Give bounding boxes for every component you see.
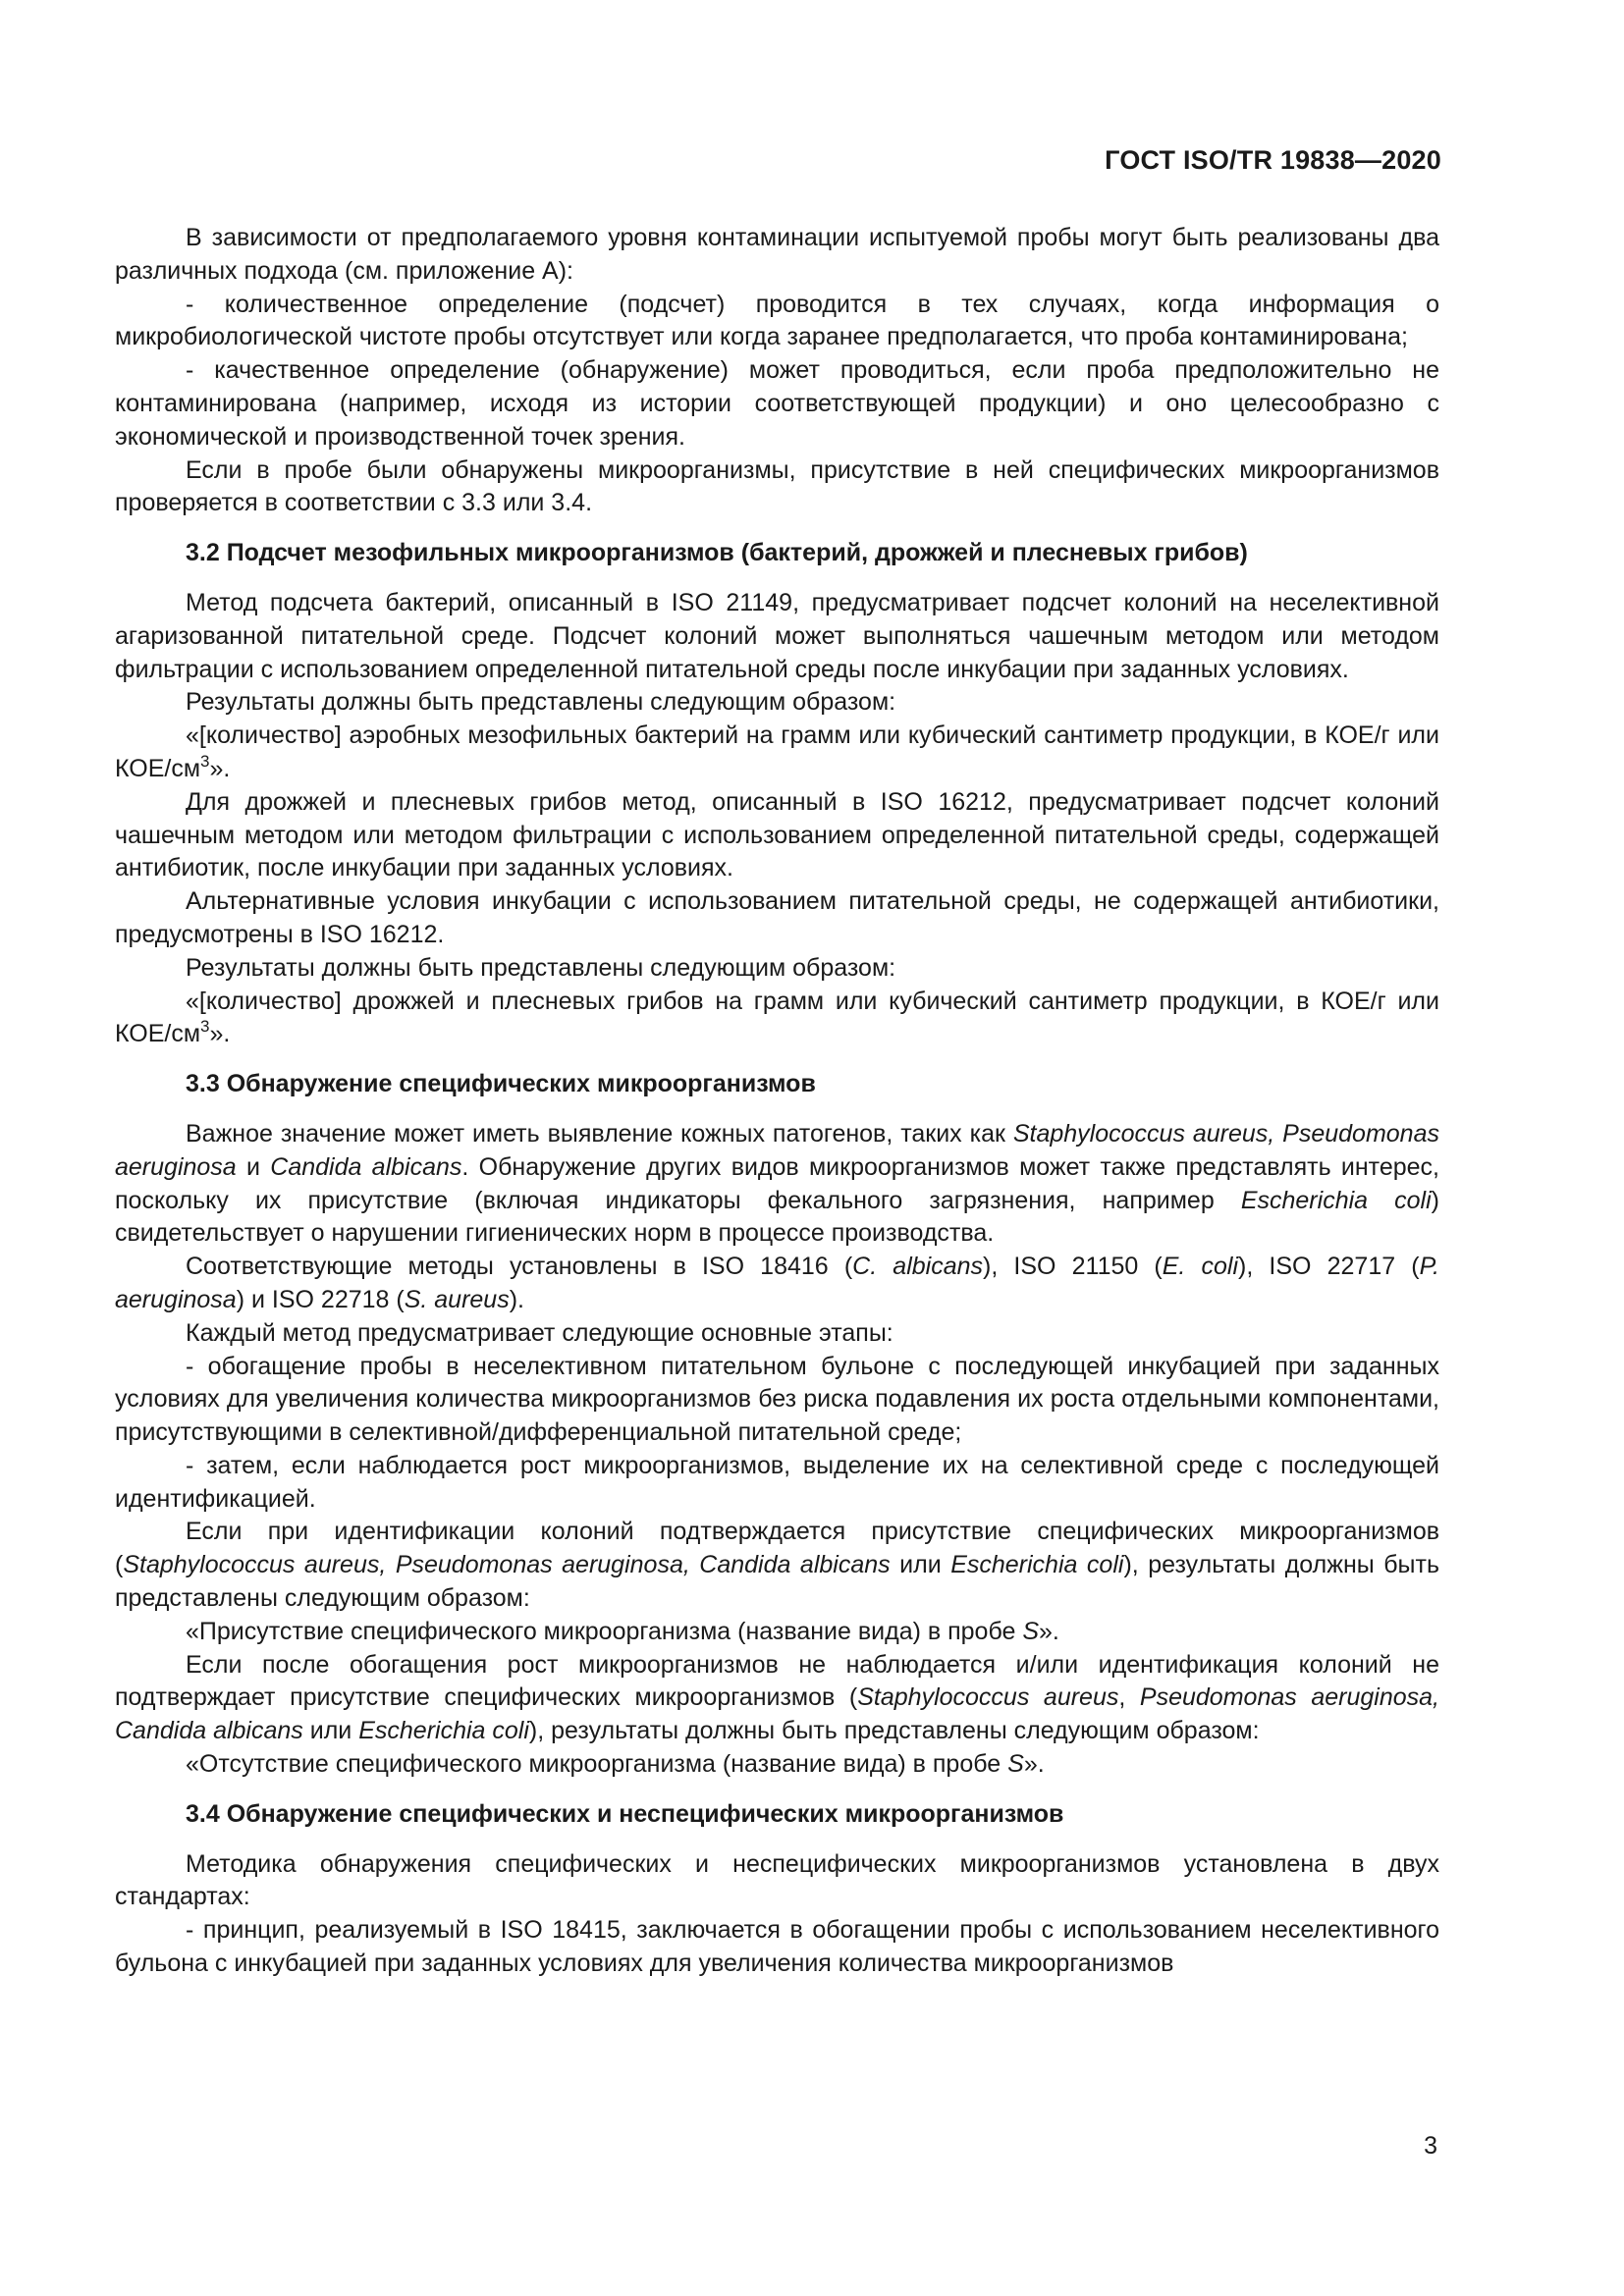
paragraph: Если в пробе были обнаружены микроорганизмы, присутствие в ней специфических микроорганизмов проверяется в соответствии с 3.3 или 3.4. (115, 455, 1439, 517)
paragraph: «Отсутствие специфического микроорганизма (название вида) в пробе S». (186, 1750, 1045, 1779)
paragraph: Если при идентификации колоний подтверждается присутствие специфических микроорганизмов (Staphylococcus aureus, Pseudomonas aeruginosa, Candida albicans или Escherichia coli), результаты должны быть представлены следующим образом: (115, 1518, 1439, 1613)
paragraph: Если после обогащения рост микроорганизмов не наблюдается и/или идентификация колоний не подтверждает присутствие специфических микроорганизмов (Staphylococcus aureus, Pseudomonas aeruginosa, Candida albicans или Escherichia coli), результаты должны быть представлены следующим образом: (115, 1650, 1439, 1745)
paragraph: - обогащение пробы в неселективном питательном бульоне с последующей инкубацией при заданных условиях для увеличения количества микроорганизмов без риска подавления их роста отдельными компонентами, присутствующими в селективной/дифференциальной питательной среде; (115, 1352, 1439, 1447)
paragraph: Методика обнаружения специфических и неспецифических микроорганизмов установлена в двух стандартах: (115, 1849, 1439, 1911)
document-body (115, 222, 1439, 1981)
paragraph: Важное значение может иметь выявление кожных патогенов, таких как Staphylococcus aureus, Pseudomonas aeruginosa и Candida albicans. Обнаружение других видов микроорганизмов может также представлять интерес, поскольку их присутствие (включая индикаторы фекального загрязнения, например Escherichia coli) свидетельствует о нарушении гигиенических норм в процессе производства. (115, 1119, 1439, 1248)
paragraph: Каждый метод предусматривает следующие основные этапы: (186, 1318, 893, 1347)
section-heading-3-4: 3.4 Обнаружение специфических и неспецифических микроорганизмов (186, 1799, 1064, 1828)
section-heading-3-3: 3.3 Обнаружение специфических микроорганизмов (186, 1070, 816, 1098)
paragraph: В зависимости от предполагаемого уровня контаминации испытуемой пробы могут быть реализованы два различных подхода (см. приложение А): (115, 224, 1439, 285)
paragraph: Результаты должны быть представлены следующим образом: (186, 953, 896, 982)
paragraph: Альтернативные условия инкубации с использованием питательной среды, не содержащей антибиотики, предусмотрены в ISO 16212. (115, 887, 1439, 948)
paragraph: «[количество] аэробных мезофильных бактерий на грамм или кубический сантиметр продукции, в КОЕ/г или КОЕ/$см^3$». (115, 721, 1439, 782)
page-number: 3 (1424, 2132, 1437, 2160)
paragraph: - затем, если наблюдается рост микроорганизмов, выделение их на селективной среде с последующей идентификацией. (115, 1451, 1439, 1513)
paragraph: - количественное определение (подсчет) проводится в тех случаях, когда информация о микробиологической чистоте пробы отсутствует или когда заранее предполагается, что проба контаминирована; (115, 290, 1439, 351)
paragraph: - качественное определение (обнаружение) может проводиться, если проба предположительно не контаминирована (например, исходя из истории соответствующей продукции) и оно целесообразно с экономической и производственной точек зрения. (115, 356, 1439, 451)
paragraph: Соответствующие методы установлены в ISO 18416 (C. albicans), ISO 21150 (E. coli), ISO 22717 (P. aeruginosa) и ISO 22718 (S. aureus). (115, 1253, 1439, 1313)
paragraph: Метод подсчета бактерий, описанный в ISO 21149, предусматривает подсчет колоний на неселективной агаризованной питательной среде. Подсчет колоний может выполняться чашечным методом или методом фильтрации с использованием определенной питательной среды после инкубации при заданных условиях. (115, 588, 1439, 683)
section-heading-3-2: 3.2 Подсчет мезофильных микроорганизмов (бактерий, дрожжей и плесневых грибов) (186, 539, 1248, 567)
paragraph: «[количество] дрожжей и плесневых грибов на грамм или кубический сантиметр продукции, в КОЕ/г или КОЕ/$см^3$». (115, 987, 1439, 1048)
document-header: ГОСТ ISO/TR 19838—2020 (1105, 145, 1441, 175)
paragraph: Результаты должны быть представлены следующим образом: (186, 688, 896, 717)
paragraph: Для дрожжей и плесневых грибов метод, описанный в ISO 16212, предусматривает подсчет колоний чашечным методом или методом фильтрации с использованием определенной питательной среды, содержащей антибиотик, после инкубации при заданных условиях. (115, 787, 1439, 882)
paragraph: - принцип, реализуемый в ISO 18415, заключается в обогащении пробы с использованием неселективного бульона с инкубацией при заданных условиях для увеличения количества микроорганизмов (115, 1916, 1439, 1978)
paragraph: «Присутствие специфического микроорганизма (название вида) в пробе S». (186, 1617, 1059, 1645)
